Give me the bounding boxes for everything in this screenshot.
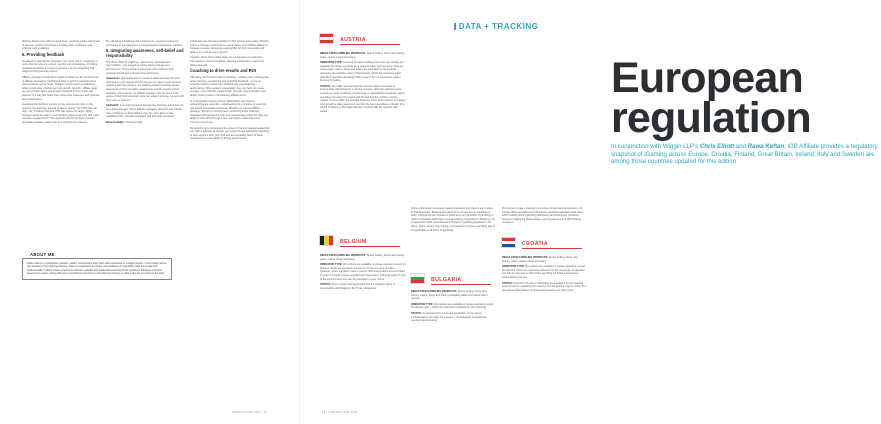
mid-paragraph-1: Active enforcement measures against operators and players are in place. In mid-December, Bulgaria brought in force its new Act on Gambling in 2022, a Royal Decree introduced restrictions on promotion of gambling in order to operators authorised (and advertising of gambling in Belgium). On 1 September 2024, amendments to Belgium's gambling legislation took effect, which, among other things, increased the minimum gambling age of 21 applicable to all forms of gambling. [411, 207, 495, 232]
belgium-operator: All products are available to private operators except for lotteries, which are reserved exclusively for the monopoly provider. However, online operators need to partner with a land-based licence holder in order to provide a local, establishment dependent, ordinarily apply for one of the local licences that can be extended to cover online. [320, 263, 406, 281]
belgium-status: There remain valid arguments that the existing regime is incompatible with Belgium's EU Treaty obligations. [320, 283, 395, 290]
belgium-products: Sports betting, horse race betting, poker, casino, bingo and lottery. [320, 254, 406, 261]
croatia-section [502, 256, 586, 408]
col2-paragraph-1: By cultivating a feedback-rich environment, everyone involved is more likely to feel supported, empowered and motivated to improve. [106, 40, 183, 47]
col1-intro: thinking. Rather than offering quick fixes, coaching guides individuals to discover answers themselves, building their confidence and problem-solving abilities. [22, 40, 100, 51]
standfirst [611, 143, 881, 166]
standfirst-post: , iGB Affiliate provides a regulatory snapshot of iGaming across Europe. Croatia, Finland, Great Britain, Ireland, Italy and Sweden are among those countries updated for this edition [611, 143, 878, 166]
right-footer: 16 | IGBAFFILIATE.COM [322, 411, 358, 414]
croatia-products: Sports betting, horse race betting, poker, casino, bingo and lottery. [502, 256, 578, 263]
country-austria: AUSTRIA [340, 37, 366, 43]
croatia-status-label: STATUS: [502, 281, 513, 285]
awareness-text: Self-awareness is crucial to understanding how your work has on your results and the role you can play in your success. Coaches can help clients in the iGaming industry develop greater awareness of their strengths, weaknesses and the impact of their decisions. For instance, an affiliate manager who becomes more aware of their communication style can adapt it to better connect with their team or partners. [106, 77, 185, 102]
title-line-1: European [611, 54, 803, 102]
croatia-flag-icon [502, 238, 515, 247]
col3-paragraph-5: By stepping up to understand the power of transformational leadership, you offer a pathway to elevate your team through leadership coaching to help enhance both your craft and accountability. Each of these components is a key factor in driving performance. [190, 126, 270, 141]
left-column-2 [106, 40, 184, 285]
awareness-label: Awareness: [106, 77, 121, 81]
belgium-status-label: STATUS: [320, 283, 331, 287]
page-title [611, 54, 811, 142]
about-me-title: ABOUT ME [30, 252, 55, 257]
col2-responsibility [106, 121, 184, 125]
col1-paragraph-2: Affiliate managers should give regular feedback on the performance of affiliate campaigns, highlighting what is working well and where improvements can be made. Positive reinforcement is motivating, while constructive criticism can help growth. Specific, affiliate deals are and entrepreneurs can provide feedback to their teams and partners in a way that helps them refine their strategies and optimise their performance. [22, 75, 100, 101]
left-page [0, 0, 300, 424]
about-me-box [22, 258, 172, 280]
right-paragraph-1: 20 licences to date, including to a number of international operators. On 10 May 2024, amendments to Bulgaria's gambling legislation took effect, which heavily restrict gambling advertising and introduced provisions aimed at tackling the black market, such as payment and ISP blocking measures. [502, 207, 584, 225]
country-belgium: BELGIUM [340, 239, 367, 245]
author-2: Rawa Keftan [747, 143, 785, 150]
section-tag-label: DATA + TRACKING [458, 22, 539, 31]
heading-integrating-awareness: 6. Integrating awareness, self-belief and responsibility [106, 48, 184, 58]
bulgaria-products: Sports betting, horse race betting, casino, bingo and lottery (excluding raffles and mixed lottery games). [411, 290, 488, 301]
austria-section [320, 52, 406, 230]
section-tag [454, 22, 538, 31]
selfbelief-text: It is a high-pressure industry like iGaming, self-belief can be a game-changer. When affiliate managers, directors and officials have confidence in their abilities, they are more likely to take calculated risks, innovate strategies and lead with conviction. [106, 104, 184, 119]
austria-rule [340, 44, 400, 45]
austria-products: Sports betting, horse race betting, poker, casino, bingo and lottery. [320, 52, 406, 59]
bulgaria-products-label: REGULATED GAMBLING PRODUCTS: [411, 290, 458, 293]
about-me-text: Claire Adams is a published marketer, leader, entrepreneur and coach with experience in multiple sectors, most notably almost two decades in the iGaming industry. Claire is exceptional at carving new pathways for possibility, both personally and professionally. In 2021, Claire received its referral to add life and leadership coaching to her repertoire, following a full and powerhouse career, along with some exceptional experience in the iGaming industry, is what make her an expert in her field. [27, 262, 167, 276]
col3-paragraph-2: Together, these three pillars foster an environment of continuous improvement and accountability, allowing individuals to reach their fullest potential. [190, 56, 265, 67]
bulgaria-flag-stripe-3 [411, 280, 424, 283]
responsibility-label: Responsibility: [106, 120, 125, 124]
col3-paragraph-1: individuals take full responsibility for their actions and results. Whether you're a manager mentoring the performance of an affiliate looking to increase revenue, accepting responsibility for both successes and failures is a critical step in growth. [190, 40, 270, 54]
belgium-rule [340, 246, 400, 247]
croatia-products-label: REGULATED GAMBLING PRODUCTS: [502, 256, 549, 259]
responsibility-text: Coaching helps [124, 120, 143, 124]
col1-paragraph-3: Feedback should focus not just on the outcome but also on the process. For example, instead of simply saying "Your CPA was too high" say "I noticed that your CTR was below our target. What changes would be made to your landing pages or ad copy that might increase engagement?" This approach directs the focus towards actionable solutions rather than just pointing out problems. [22, 103, 100, 125]
col2-awareness [106, 77, 184, 102]
left-column-1 [22, 40, 100, 250]
belgium-section [320, 254, 406, 404]
croatia-status: Amends to the Act on Gambling were adopted by the Croatian Government for regulating the country's remote gaming regime. Under the amendment that holders of land-based licences can offer online [502, 281, 586, 292]
col2-selfbelief [106, 104, 184, 118]
austria-products-label: REGULATED GAMBLING PRODUCTS: [320, 52, 367, 55]
right-page [300, 0, 878, 424]
col3-paragraph-3: Ultimately, the fundamentals of coaching – building trust, setting goals, active listening, questioning and providing feedback – serve as powerful tools for enhancing individual and organisational performance. When applied strategically, they can help you create stronger, more effective relationships, improve communication, and deliver better results in the iGaming affiliate world. [190, 75, 270, 97]
col2-paragraph-2: The three pillars of coaching – awareness, self-belief and responsibility – are integral to driving lasting change and improvement. They provide a framework that enhances both personal growth and professional performance. [106, 60, 174, 75]
belgium-flag-icon [320, 236, 333, 245]
bulgaria-rule [431, 284, 491, 285]
belgium-flag-stripe-3 [329, 236, 333, 245]
bulgaria-section [411, 290, 495, 410]
austria-status: The CJEU has held that the Austrian casino monopoly is incompatible with EU law in a number of cases, although national courts continue to reach conflicting decisions as to compatibility of Austrian casino and lottery licensing framework with EU law and the position remains unclear. In June 2022, the Austrian Supreme Court held in favour of a player who brought a claim against an operator licensed elsewhere in the EU for a refund of losses on the basis that their contract with the operator was invalid. [320, 84, 406, 113]
belgium-products-label: REGULATED GAMBLING PRODUCTS: [320, 254, 367, 257]
standfirst-and: and [734, 143, 748, 150]
austria-operator: Licences for sports betting and horse race betting are available for private operators on a regional basis, with a licence, however, online poker, casino, bingo and lottery are controlled by the Federal monopoly, the Austrian Lottery (Casinoausn), which has exclusive rights until 2027. Gambling licensing holds a seat of the 12 land-based casino licences in Austria. [320, 61, 404, 83]
bulgaria-status: An operator from a relevant jurisdiction (or the Seven Confederation) can apply for a licence. The Bulgarian regulator has received approximately [411, 311, 487, 323]
country-bulgaria: BULGARIA [431, 277, 462, 283]
title-line-2: regulation [611, 94, 811, 142]
standfirst-pre: In conjunction with Wiggin LLP's [611, 143, 700, 150]
bulgaria-operator: All products are available to private operators except for lotteries and ... which are reserved exclusively for the monopoly. [411, 302, 494, 310]
austria-flag-icon [320, 34, 333, 43]
austria-status-label: STATUS: [320, 84, 331, 88]
col3-paragraph-4: In a competitive industry where collaboration and effective partnerships are essential, understanding the principles of coaching can unlock new levels of success. Whether you are an affiliate manager, director or entrepreneur, embracing these coaching strategies will improve not only your professional growth but also your ability to drive ROI through more meaningful relationships and improved outcomes. [190, 99, 269, 125]
austria-flag-stripe-3 [320, 40, 333, 43]
croatia-flag-stripe-3 [502, 244, 515, 247]
author-1: Chris Elliott [699, 143, 735, 150]
heading-coaching-roi: Coaching to drive results and ROI [190, 68, 256, 74]
bulgaria-operator-label: OPERATOR TYPE: [411, 302, 434, 306]
left-column-3 [190, 40, 270, 385]
bulgaria-flag-icon [411, 274, 424, 283]
mid-column-text [411, 207, 495, 271]
section-tag-bar [454, 23, 456, 30]
selfbelief-label: Self-belief: [106, 104, 120, 108]
belgium-operator-label: OPERATOR TYPE: [320, 263, 343, 267]
bulgaria-status-label: STATUS: [411, 311, 422, 315]
left-footer: IGBAFFILIATE.COM | 31 [232, 411, 268, 414]
croatia-operator-label: OPERATOR TYPE: [502, 265, 525, 269]
croatia-rule [522, 248, 582, 249]
austria-operator-label: OPERATOR TYPE: [320, 61, 343, 65]
heading-providing-feedback: 5. Providing feedback [22, 51, 65, 57]
col1-paragraph-1: Feedback is essential for progress in any field, and in coaching it is most effective when it is timely, specific and constructive. Providing feedback should be an ongoing process, not just something that happens during annual reviews. [22, 59, 98, 74]
croatia-operator: All products are available to private operators, except for lotteries, which are reserved exclusively for the monopoly. An operator can only be licensed to offer online gambling if it holds a land-based casino offering licence. [502, 265, 586, 279]
country-croatia: CROATIA [522, 241, 549, 247]
